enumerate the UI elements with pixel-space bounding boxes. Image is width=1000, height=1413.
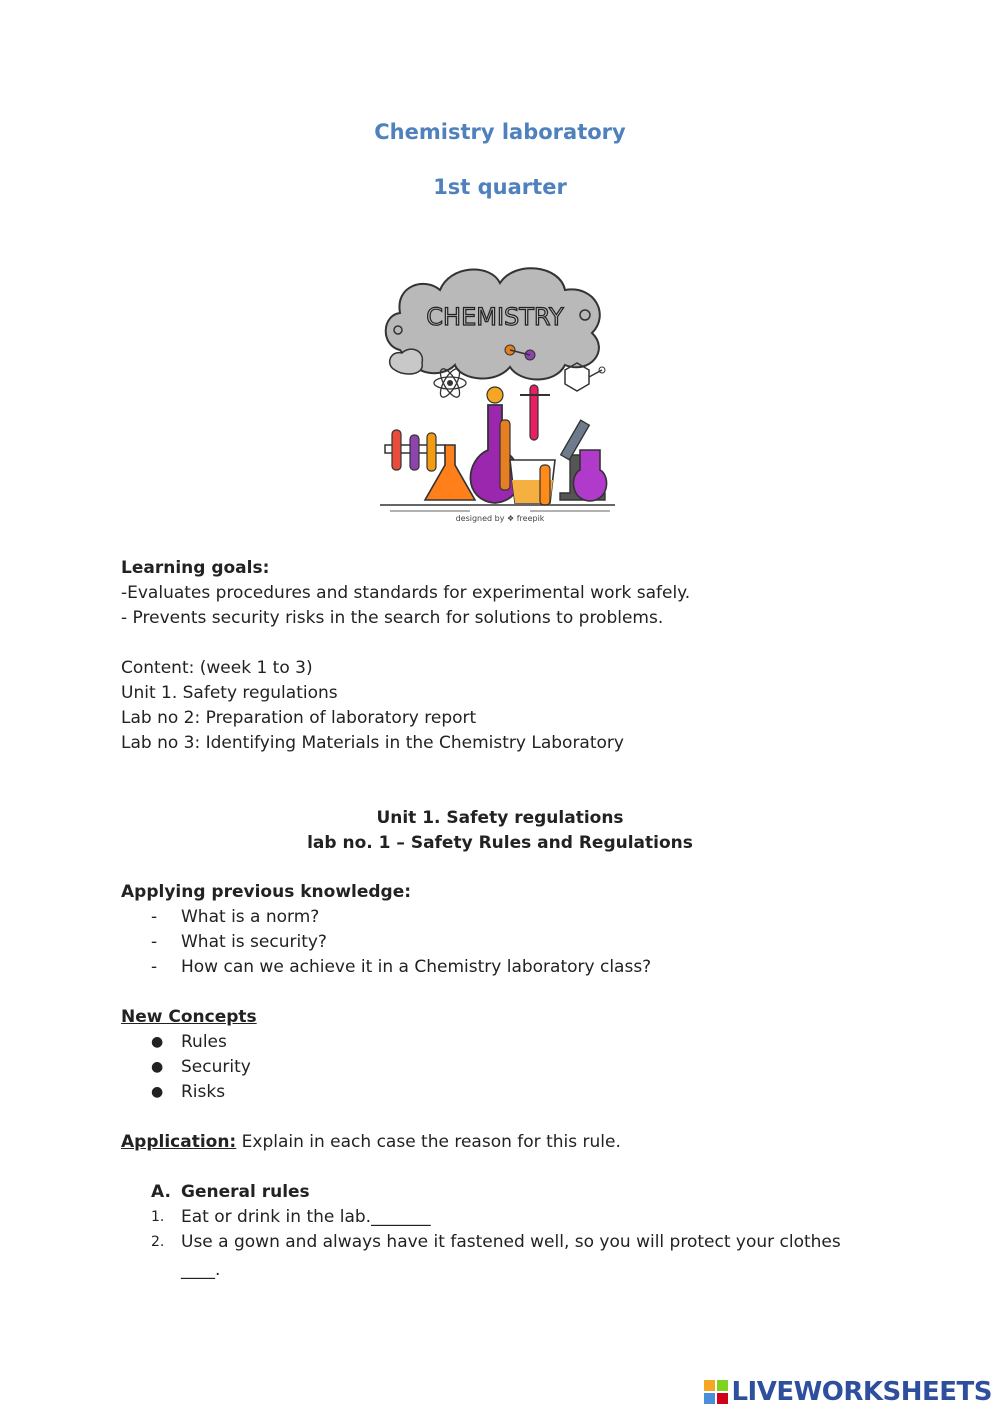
content-line: Lab no 3: Identifying Materials in the Chemistry Laboratory <box>121 733 624 753</box>
learning-goal-item: -Evaluates procedures and standards for experimental work safely. <box>121 583 691 603</box>
learning-goals-heading: Learning goals: <box>121 558 270 578</box>
image-credit: designed by ❖ freepik <box>455 514 545 523</box>
question-text: What is a norm? <box>181 907 320 927</box>
rule-continuation: ____. <box>181 1260 221 1280</box>
cloud-text: CHEMISTRY <box>426 303 564 331</box>
rule-item <box>121 1230 841 1255</box>
content-line: Content: (week 1 to 3) <box>121 658 313 678</box>
rule-text: Eat or drink in the lab._______ <box>181 1207 431 1227</box>
page-title: Chemistry laboratory <box>374 120 626 144</box>
application-label: Application: <box>121 1132 237 1152</box>
rule-number: 2. <box>151 1234 165 1250</box>
rule-item <box>121 1205 431 1230</box>
logo-text: LIVEWORKSHEETS <box>731 1377 992 1407</box>
chemistry-illustration <box>370 255 630 530</box>
page-subtitle: 1st quarter <box>433 175 567 199</box>
previous-knowledge-heading: Applying previous knowledge: <box>121 882 412 902</box>
concept-text: Risks <box>181 1082 226 1102</box>
bullet-marker: ● <box>151 1084 164 1100</box>
bullet-marker: ● <box>151 1059 164 1075</box>
bullet-marker: ● <box>151 1034 164 1050</box>
list-item <box>121 905 319 930</box>
liveworksheets-icon <box>703 1379 729 1405</box>
dash-marker: - <box>151 932 158 952</box>
unit-title: Unit 1. Safety regulations <box>376 808 624 828</box>
learning-goal-item: - Prevents security risks in the search for solutions to problems. <box>121 608 664 628</box>
list-item <box>121 1030 227 1055</box>
application-line <box>121 1130 621 1155</box>
question-text: What is security? <box>181 932 327 952</box>
new-concepts-heading: New Concepts <box>121 1007 257 1027</box>
concept-text: Security <box>181 1057 251 1077</box>
section-heading <box>121 1180 310 1205</box>
dash-marker: - <box>151 957 158 977</box>
application-text: Explain in each case the reason for this rule. <box>236 1132 621 1152</box>
general-rules-heading: General rules <box>181 1182 310 1202</box>
list-item <box>121 930 327 955</box>
list-item <box>121 1080 225 1105</box>
section-letter: A. <box>151 1182 171 1202</box>
list-item <box>121 1055 251 1080</box>
liveworksheets-logo <box>703 1377 992 1407</box>
rule-text: Use a gown and always have it fastened well, so you will protect your clothes <box>181 1232 841 1252</box>
concept-text: Rules <box>181 1032 227 1052</box>
content-line: Lab no 2: Preparation of laboratory report <box>121 708 477 728</box>
question-text: How can we achieve it in a Chemistry laboratory class? <box>181 957 652 977</box>
rule-number: 1. <box>151 1209 165 1225</box>
content-line: Unit 1. Safety regulations <box>121 683 338 703</box>
chemistry-lab-drawing <box>370 255 630 530</box>
dash-marker: - <box>151 907 158 927</box>
list-item <box>121 955 651 980</box>
unit-subtitle: lab no. 1 – Safety Rules and Regulations <box>307 833 693 853</box>
